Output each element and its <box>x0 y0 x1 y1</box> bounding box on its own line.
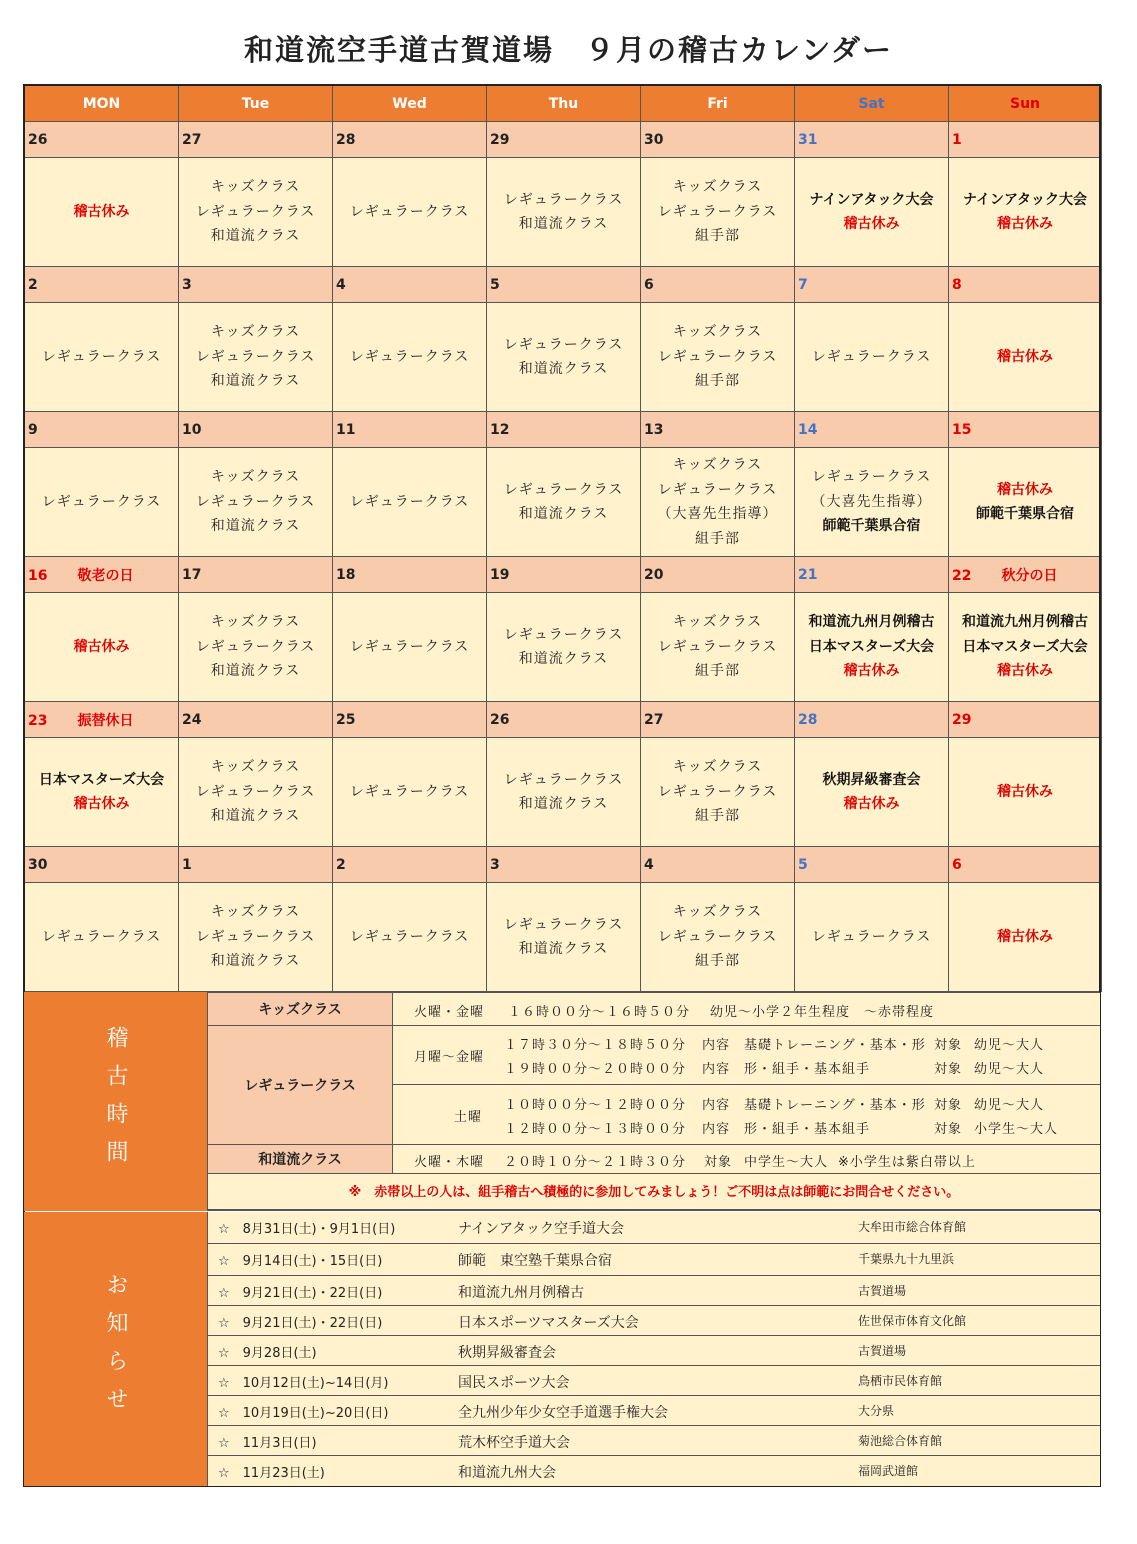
day-event: レギュラークラス <box>657 203 778 220</box>
news-event: 和道流九州月例稽古 <box>458 1285 584 1301</box>
day-event: キッズクラス <box>672 904 763 921</box>
day-event: キッズクラス <box>672 179 763 196</box>
date-number: 28 <box>336 131 356 148</box>
news-event: 全九州少年少女空手道選手権大会 <box>458 1405 668 1421</box>
date-number: 25 <box>336 711 356 728</box>
day-event: 和道流九州月例稽古 <box>962 614 1088 631</box>
news-item <box>208 1396 1100 1426</box>
day-event: 稽古休み <box>997 783 1053 800</box>
day-event: レギュラークラス <box>195 638 316 655</box>
day-event: 組手部 <box>695 663 740 680</box>
day-event: ナインアタック大会 <box>809 191 934 208</box>
news-event: 荒木杯空手道大会 <box>458 1435 570 1451</box>
date-number: 1 <box>952 131 962 148</box>
date-number: 4 <box>644 856 654 873</box>
day-event: レギュラークラス <box>503 771 624 788</box>
day-event: 稽古休み <box>73 638 130 655</box>
regular-weekday-days: 月曜～金曜 <box>414 1050 485 1065</box>
weekday-sat: Sat <box>795 86 949 122</box>
news-place: 古賀道場 <box>858 1284 907 1298</box>
regular-saturday-content-2: 形・組手・基本組手 <box>744 1122 871 1137</box>
day-event: 日本マスターズ大会 <box>808 638 935 655</box>
day-event: キッズクラス <box>672 614 763 631</box>
day-event: 秋期昇級審査会 <box>822 771 921 788</box>
day-event: 稽古休み <box>997 216 1053 232</box>
weekday-tue: Tue <box>179 86 333 122</box>
news-place: 福岡武道館 <box>858 1464 919 1478</box>
regular-weekday-time-2: １９時００分～２０時００分 <box>504 1062 687 1077</box>
day-event: 稽古休み <box>73 203 130 220</box>
target-label: 対象 <box>934 1038 963 1053</box>
news-date: ☆ 8月31日(土)・9月1日(日) <box>218 1222 396 1237</box>
regular-saturday-target-2: 小学生～大人 <box>974 1122 1059 1137</box>
day-event: （大喜先生指導） <box>657 506 778 522</box>
news-date: ☆ 11月3日(日) <box>218 1436 317 1451</box>
regular-weekday-time-1: １７時３０分～１８時５０分 <box>504 1038 687 1053</box>
date-number: 5 <box>490 276 500 293</box>
day-event: 稽古休み <box>997 348 1053 365</box>
regular-row <box>208 1026 1100 1145</box>
date-number: 30 <box>28 856 48 873</box>
news-place: 佐世保市体育文化館 <box>858 1314 967 1328</box>
day-event: キッズクラス <box>210 759 301 776</box>
regular-weekday-target-1: 幼児～大人 <box>974 1038 1045 1053</box>
news-date: ☆ 11月23日(土) <box>218 1466 325 1481</box>
date-number: 30 <box>644 131 664 148</box>
date-number: 3 <box>182 276 192 293</box>
target-label: 対象 <box>934 1098 963 1113</box>
day-event: レギュラークラス <box>657 928 778 945</box>
day-event: （大喜先生指導） <box>811 493 932 510</box>
day-event: 稽古休み <box>997 663 1053 680</box>
date-number: 27 <box>644 711 664 728</box>
date-number: 27 <box>182 131 202 148</box>
day-event: 和道流クラス <box>210 518 301 535</box>
target-label: 対象 <box>934 1122 963 1137</box>
day-event: 組手部 <box>695 373 740 390</box>
day-event: 和道流クラス <box>518 361 609 377</box>
date-number: 29 <box>952 711 972 728</box>
day-event: 和道流クラス <box>210 663 301 680</box>
date-number: 4 <box>336 276 346 293</box>
weekday-wed: Wed <box>333 86 487 122</box>
day-event: レギュラークラス <box>195 783 316 800</box>
day-event: レギュラークラス <box>349 928 470 945</box>
day-event: レギュラークラス <box>349 493 470 510</box>
day-event: レギュラークラス <box>503 626 624 643</box>
news-date: ☆ 9月28日(土) <box>218 1346 317 1361</box>
news-item <box>208 1336 1100 1366</box>
day-event: 組手部 <box>695 530 740 547</box>
date-number: 16 <box>28 567 48 584</box>
news-place: 大牟田市総合体育館 <box>858 1220 967 1234</box>
holiday-name: 敬老の日 <box>77 567 134 584</box>
day-event: キッズクラス <box>672 759 763 776</box>
schedule-side-label: 稽古時間 <box>24 992 207 1211</box>
date-number: 24 <box>182 711 202 728</box>
news-date: ☆ 9月21日(土)・22日(日) <box>218 1316 383 1331</box>
date-number: 5 <box>798 856 808 873</box>
day-event: レギュラークラス <box>195 348 316 365</box>
news-place: 古賀道場 <box>858 1344 907 1358</box>
regular-label: レギュラークラス <box>208 1026 393 1144</box>
day-event: レギュラークラス <box>349 348 470 365</box>
day-event: レギュラークラス <box>503 916 624 933</box>
day-event: ナインアタック大会 <box>962 191 1088 208</box>
date-number: 28 <box>798 711 818 728</box>
news-event: 和道流九州大会 <box>458 1465 556 1481</box>
day-event: キッズクラス <box>210 324 301 341</box>
regular-weekday-target-2: 幼児～大人 <box>974 1062 1045 1077</box>
date-number: 6 <box>644 276 654 293</box>
day-event: 組手部 <box>695 953 740 970</box>
day-event: レギュラークラス <box>503 191 624 208</box>
day-event: 和道流クラス <box>518 651 609 667</box>
date-number: 22 <box>952 567 972 584</box>
news-date: ☆ 10月12日(土)~14日(月) <box>218 1376 389 1391</box>
day-event: レギュラークラス <box>657 638 778 655</box>
wado-note: ※小学生は紫白帯以上 <box>838 1155 976 1170</box>
day-event: レギュラークラス <box>349 783 470 800</box>
date-number: 12 <box>490 421 510 438</box>
news-event: 師範 東空塾千葉県合宿 <box>458 1253 612 1269</box>
date-number: 1 <box>182 856 192 873</box>
regular-weekday-content-1: 基礎トレーニング・基本・形 <box>744 1038 926 1053</box>
holiday-name: 振替休日 <box>77 712 134 729</box>
weekday-mon: MON <box>25 86 179 122</box>
date-number: 14 <box>798 421 818 438</box>
day-event: レギュラークラス <box>41 493 162 510</box>
date-number: 2 <box>28 276 38 293</box>
news-event: 国民スポーツ大会 <box>458 1375 570 1391</box>
day-event: 組手部 <box>695 228 740 245</box>
day-event: 組手部 <box>695 808 740 825</box>
news-side-label: お知らせ <box>24 1212 207 1486</box>
day-event: キッズクラス <box>672 457 763 473</box>
date-number: 10 <box>182 421 202 438</box>
content-label: 内容 <box>702 1122 731 1137</box>
regular-saturday-target-1: 幼児～大人 <box>974 1098 1045 1113</box>
news-event: ナインアタック空手道大会 <box>458 1221 625 1237</box>
news-item <box>208 1456 1100 1486</box>
date-number: 13 <box>644 421 664 438</box>
news-place: 千葉県九十九里浜 <box>858 1252 955 1266</box>
date-number: 26 <box>28 131 48 148</box>
day-event: レギュラークラス <box>657 348 778 365</box>
wado-target: 中学生～大人 <box>744 1155 829 1170</box>
news-item <box>208 1276 1100 1306</box>
day-event: 師範千葉県合宿 <box>976 506 1074 522</box>
news-item <box>208 1366 1100 1396</box>
day-event: キッズクラス <box>210 179 301 196</box>
day-event: レギュラークラス <box>41 348 162 365</box>
day-event: レギュラークラス <box>349 638 470 655</box>
day-event: 稽古休み <box>997 928 1053 945</box>
day-event: 和道流クラス <box>210 808 301 825</box>
date-number: 15 <box>952 421 972 438</box>
date-number: 6 <box>952 856 962 873</box>
date-number: 17 <box>182 566 202 583</box>
target-label: 対象 <box>934 1062 963 1077</box>
kids-days: 火曜・金曜 <box>414 1005 485 1020</box>
regular-saturday-days: 土曜 <box>454 1110 483 1125</box>
date-number: 19 <box>490 566 510 583</box>
date-number: 29 <box>490 131 510 148</box>
day-event: 和道流クラス <box>210 228 301 245</box>
content-label: 内容 <box>702 1038 731 1053</box>
date-number: 7 <box>798 276 808 293</box>
kids-label: キッズクラス <box>208 993 393 1025</box>
weekday-thu: Thu <box>487 86 641 122</box>
day-event: 稽古休み <box>843 216 900 232</box>
day-event: レギュラークラス <box>195 203 316 220</box>
news-item <box>208 1244 1100 1276</box>
news-event: 秋期昇級審査会 <box>458 1345 556 1361</box>
news-item <box>208 1426 1100 1456</box>
wado-days: 火曜・木曜 <box>414 1155 485 1170</box>
news-place: 菊池総合体育館 <box>858 1434 943 1448</box>
date-number: 26 <box>490 711 510 728</box>
news-date: ☆ 10月19日(土)~20日(日) <box>218 1406 389 1421</box>
regular-saturday-time-1: １０時００分～１２時００分 <box>504 1098 687 1113</box>
day-event: レギュラークラス <box>811 348 932 365</box>
news-date: ☆ 9月21日(土)・22日(日) <box>218 1286 383 1301</box>
day-event: キッズクラス <box>210 614 301 631</box>
date-number: 31 <box>798 131 818 148</box>
date-number: 3 <box>490 856 500 873</box>
kids-time: １６時００分～１６時５０分 <box>508 1005 691 1020</box>
date-number: 2 <box>336 856 346 873</box>
news-item <box>208 1306 1100 1336</box>
day-event: レギュラークラス <box>195 493 316 510</box>
day-event: キッズクラス <box>672 324 763 341</box>
news-item <box>208 1212 1100 1244</box>
day-event: レギュラークラス <box>657 783 778 800</box>
day-event: 師範千葉県合宿 <box>822 518 921 535</box>
day-event: 日本マスターズ大会 <box>38 771 165 788</box>
day-event: レギュラークラス <box>41 928 162 945</box>
news-event: 日本スポーツマスターズ大会 <box>458 1315 639 1331</box>
date-number: 18 <box>336 566 356 583</box>
day-event: 和道流クラス <box>518 796 609 812</box>
date-number: 21 <box>798 566 818 583</box>
weekday-fri: Fri <box>641 86 795 122</box>
day-event: 和道流クラス <box>518 216 609 232</box>
day-event: キッズクラス <box>210 904 301 921</box>
date-number: 23 <box>28 712 48 729</box>
kids-target: 幼児～小学２年生程度 ～赤帯程度 <box>710 1005 935 1020</box>
date-number: 8 <box>952 276 962 293</box>
day-event: レギュラークラス <box>503 481 624 498</box>
day-event: 稽古休み <box>73 796 130 812</box>
weekday-sun: Sun <box>949 86 1102 122</box>
wado-time: ２０時１０分～２１時３０分 <box>504 1155 687 1170</box>
day-event: レギュラークラス <box>195 928 316 945</box>
content-label: 内容 <box>702 1062 731 1077</box>
target-label: 対象 <box>704 1155 733 1170</box>
day-event: キッズクラス <box>210 469 301 486</box>
day-event: レギュラークラス <box>349 203 470 220</box>
date-number: 11 <box>336 421 356 438</box>
date-number: 9 <box>28 421 38 438</box>
news-place: 鳥栖市民体育館 <box>858 1374 943 1388</box>
day-event: レギュラークラス <box>811 928 932 945</box>
day-event: 和道流クラス <box>210 373 301 390</box>
regular-saturday-content-1: 基礎トレーニング・基本・形 <box>744 1098 926 1113</box>
day-event: 和道流クラス <box>210 953 301 970</box>
page-title: 和道流空手道古賀道場 ９月の稽古カレンダー <box>243 33 894 67</box>
day-event: 稽古休み <box>997 481 1053 498</box>
regular-saturday-time-2: １２時００分～１３時００分 <box>504 1122 687 1137</box>
content-label: 内容 <box>702 1098 731 1113</box>
day-event: 日本マスターズ大会 <box>962 638 1088 655</box>
schedule-notice: ※ 赤帯以上の人は、組手稽古へ積極的に参加してみましょう！ご不明は点は師範にお問合せください。 <box>208 1174 1100 1211</box>
holiday-name: 秋分の日 <box>1001 567 1058 584</box>
regular-weekday-content-2: 形・組手・基本組手 <box>744 1062 871 1077</box>
day-event: レギュラークラス <box>657 481 778 498</box>
wado-row <box>208 1145 1100 1174</box>
news-date: ☆ 9月14日(土)・15日(日) <box>218 1254 383 1269</box>
day-event: 和道流クラス <box>518 506 609 522</box>
kids-row <box>208 992 1100 1026</box>
news-place: 大分県 <box>858 1404 895 1418</box>
day-event: レギュラークラス <box>503 336 624 353</box>
wado-label: 和道流クラス <box>208 1145 393 1173</box>
day-event: 和道流クラス <box>518 941 609 957</box>
day-event: 稽古休み <box>843 796 900 812</box>
day-event: レギュラークラス <box>811 469 932 486</box>
day-event: 和道流九州月例稽古 <box>808 614 935 631</box>
day-event: 稽古休み <box>843 663 900 680</box>
date-number: 20 <box>644 566 664 583</box>
